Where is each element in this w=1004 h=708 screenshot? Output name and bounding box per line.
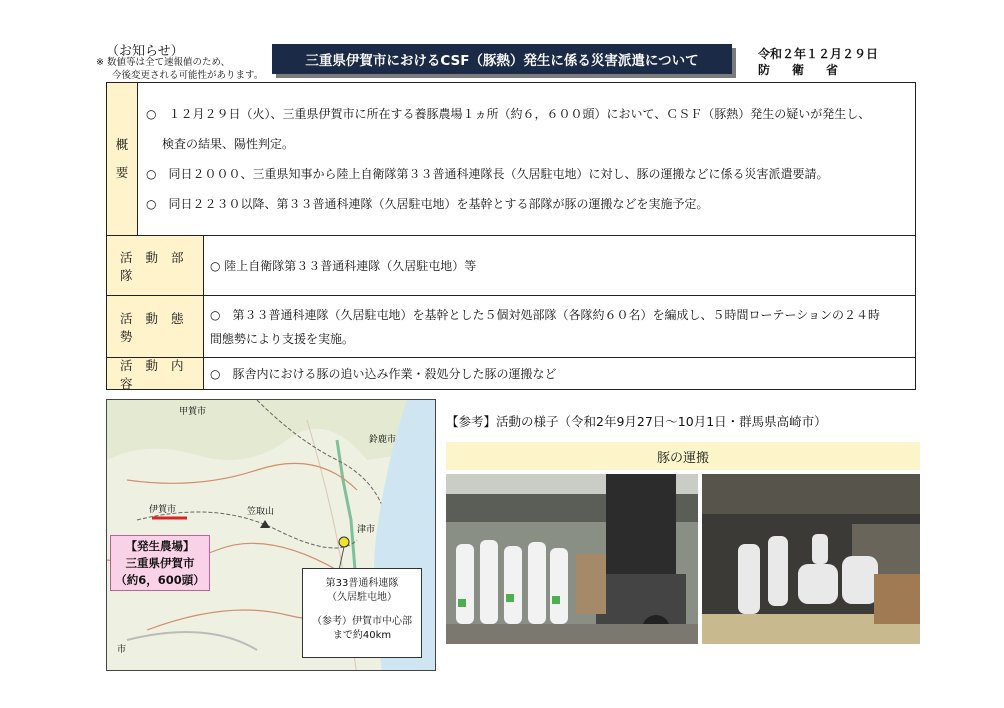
- units-row: [107, 235, 915, 296]
- reference-title: 【参考】活動の様子（令和2年9月27日～10月1日・群馬県高崎市）: [446, 414, 827, 429]
- map-label-matsusaka: 市: [117, 645, 127, 655]
- info-table: [106, 82, 916, 390]
- photo-right-image: [702, 474, 920, 644]
- content-label-text: 活動内容: [120, 357, 197, 391]
- farm-location: 三重県伊賀市: [125, 556, 195, 570]
- units-label-text: 活動部隊: [120, 250, 197, 283]
- summary-line1b: 検査の結果、陽性判定。: [162, 137, 295, 151]
- summary-label-char2: 要: [115, 165, 129, 180]
- summary-row: [107, 83, 915, 235]
- document-date: 令和２年１２月２９日: [758, 47, 879, 61]
- map-label-suzuka: 鈴鹿市: [369, 435, 397, 445]
- notice-heading: （お知らせ）: [106, 44, 184, 59]
- map-label-koka: 甲賀市: [179, 407, 207, 417]
- posture-label-text: 活動態勢: [120, 311, 197, 344]
- photo-left-image: [446, 474, 698, 644]
- content-text: ○ 豚舎内における豚の追い込み作業・殺処分した豚の運搬など: [210, 366, 557, 381]
- document-title: 三重県伊賀市におけるCSF（豚熱）発生に係る災害派遣について: [272, 44, 732, 74]
- summary-line3: ○ 同日２２３０以降、第３３普通科連隊（久居駐屯地）を基幹とする部隊が豚の運搬などを実施予定。: [146, 197, 709, 211]
- distance-line2: まで約40km: [332, 630, 392, 641]
- photo-left: [446, 474, 698, 644]
- content-row: [107, 357, 915, 389]
- units-label: [107, 236, 204, 296]
- summary-text: [138, 83, 915, 235]
- posture-line1: ○ 第３３普通科連隊（久居駐屯地）を基幹とした５個対処部隊（各隊約６０名）を編成し、５時間ローテーションの２４時: [210, 308, 880, 322]
- outbreak-farm-callout: [110, 535, 210, 591]
- regiment-callout: [302, 568, 422, 658]
- posture-text: [204, 296, 915, 358]
- summary-line2: ○ 同日２０００、三重県知事から陸上自衛隊第３３普通科連隊長（久居駐屯地）に対し、豚の運搬などに係る災害派遣要請。: [146, 167, 829, 181]
- issuing-organization: 防衛省: [758, 63, 861, 77]
- provisional-note-line1: ※ 数値等は全て速報値のため、: [96, 57, 231, 68]
- posture-line2: 間態勢により支援を実施。: [210, 332, 355, 346]
- distance-line1: （参考）伊賀市中心部: [312, 616, 412, 627]
- date-block: [758, 46, 878, 78]
- map-label-tsu: 津市: [357, 525, 376, 535]
- posture-label: [107, 296, 204, 358]
- regiment-name: 第33普通科連隊: [325, 578, 399, 589]
- provisional-note-line2: 今後変更される可能性があります。: [112, 70, 264, 81]
- map-label-iga: 伊賀市: [149, 505, 177, 515]
- provisional-note: [96, 56, 263, 82]
- summary-label-char1: 概: [115, 137, 129, 152]
- summary-line1: ○ １２月２９日（火）、三重県伊賀市に所在する養豚農場１ヵ所（約６，６００頭）において、ＣＳＦ（豚熱）発生の疑いが発生し、: [146, 107, 871, 121]
- photo-caption: 豚の運搬: [446, 442, 920, 470]
- summary-label: [107, 83, 138, 235]
- photo-right: [702, 474, 920, 644]
- regiment-base: （久居駐屯地）: [327, 592, 397, 603]
- farm-count: （約6，600頭）: [115, 573, 205, 587]
- map-label-mountain: 笠取山: [247, 507, 275, 517]
- units-text: ○ 陸上自衛隊第３３普通科連隊（久居駐屯地）等: [210, 259, 477, 273]
- posture-row: [107, 295, 915, 358]
- content-label: [107, 358, 204, 389]
- farm-title: 【発生農場】: [125, 539, 195, 553]
